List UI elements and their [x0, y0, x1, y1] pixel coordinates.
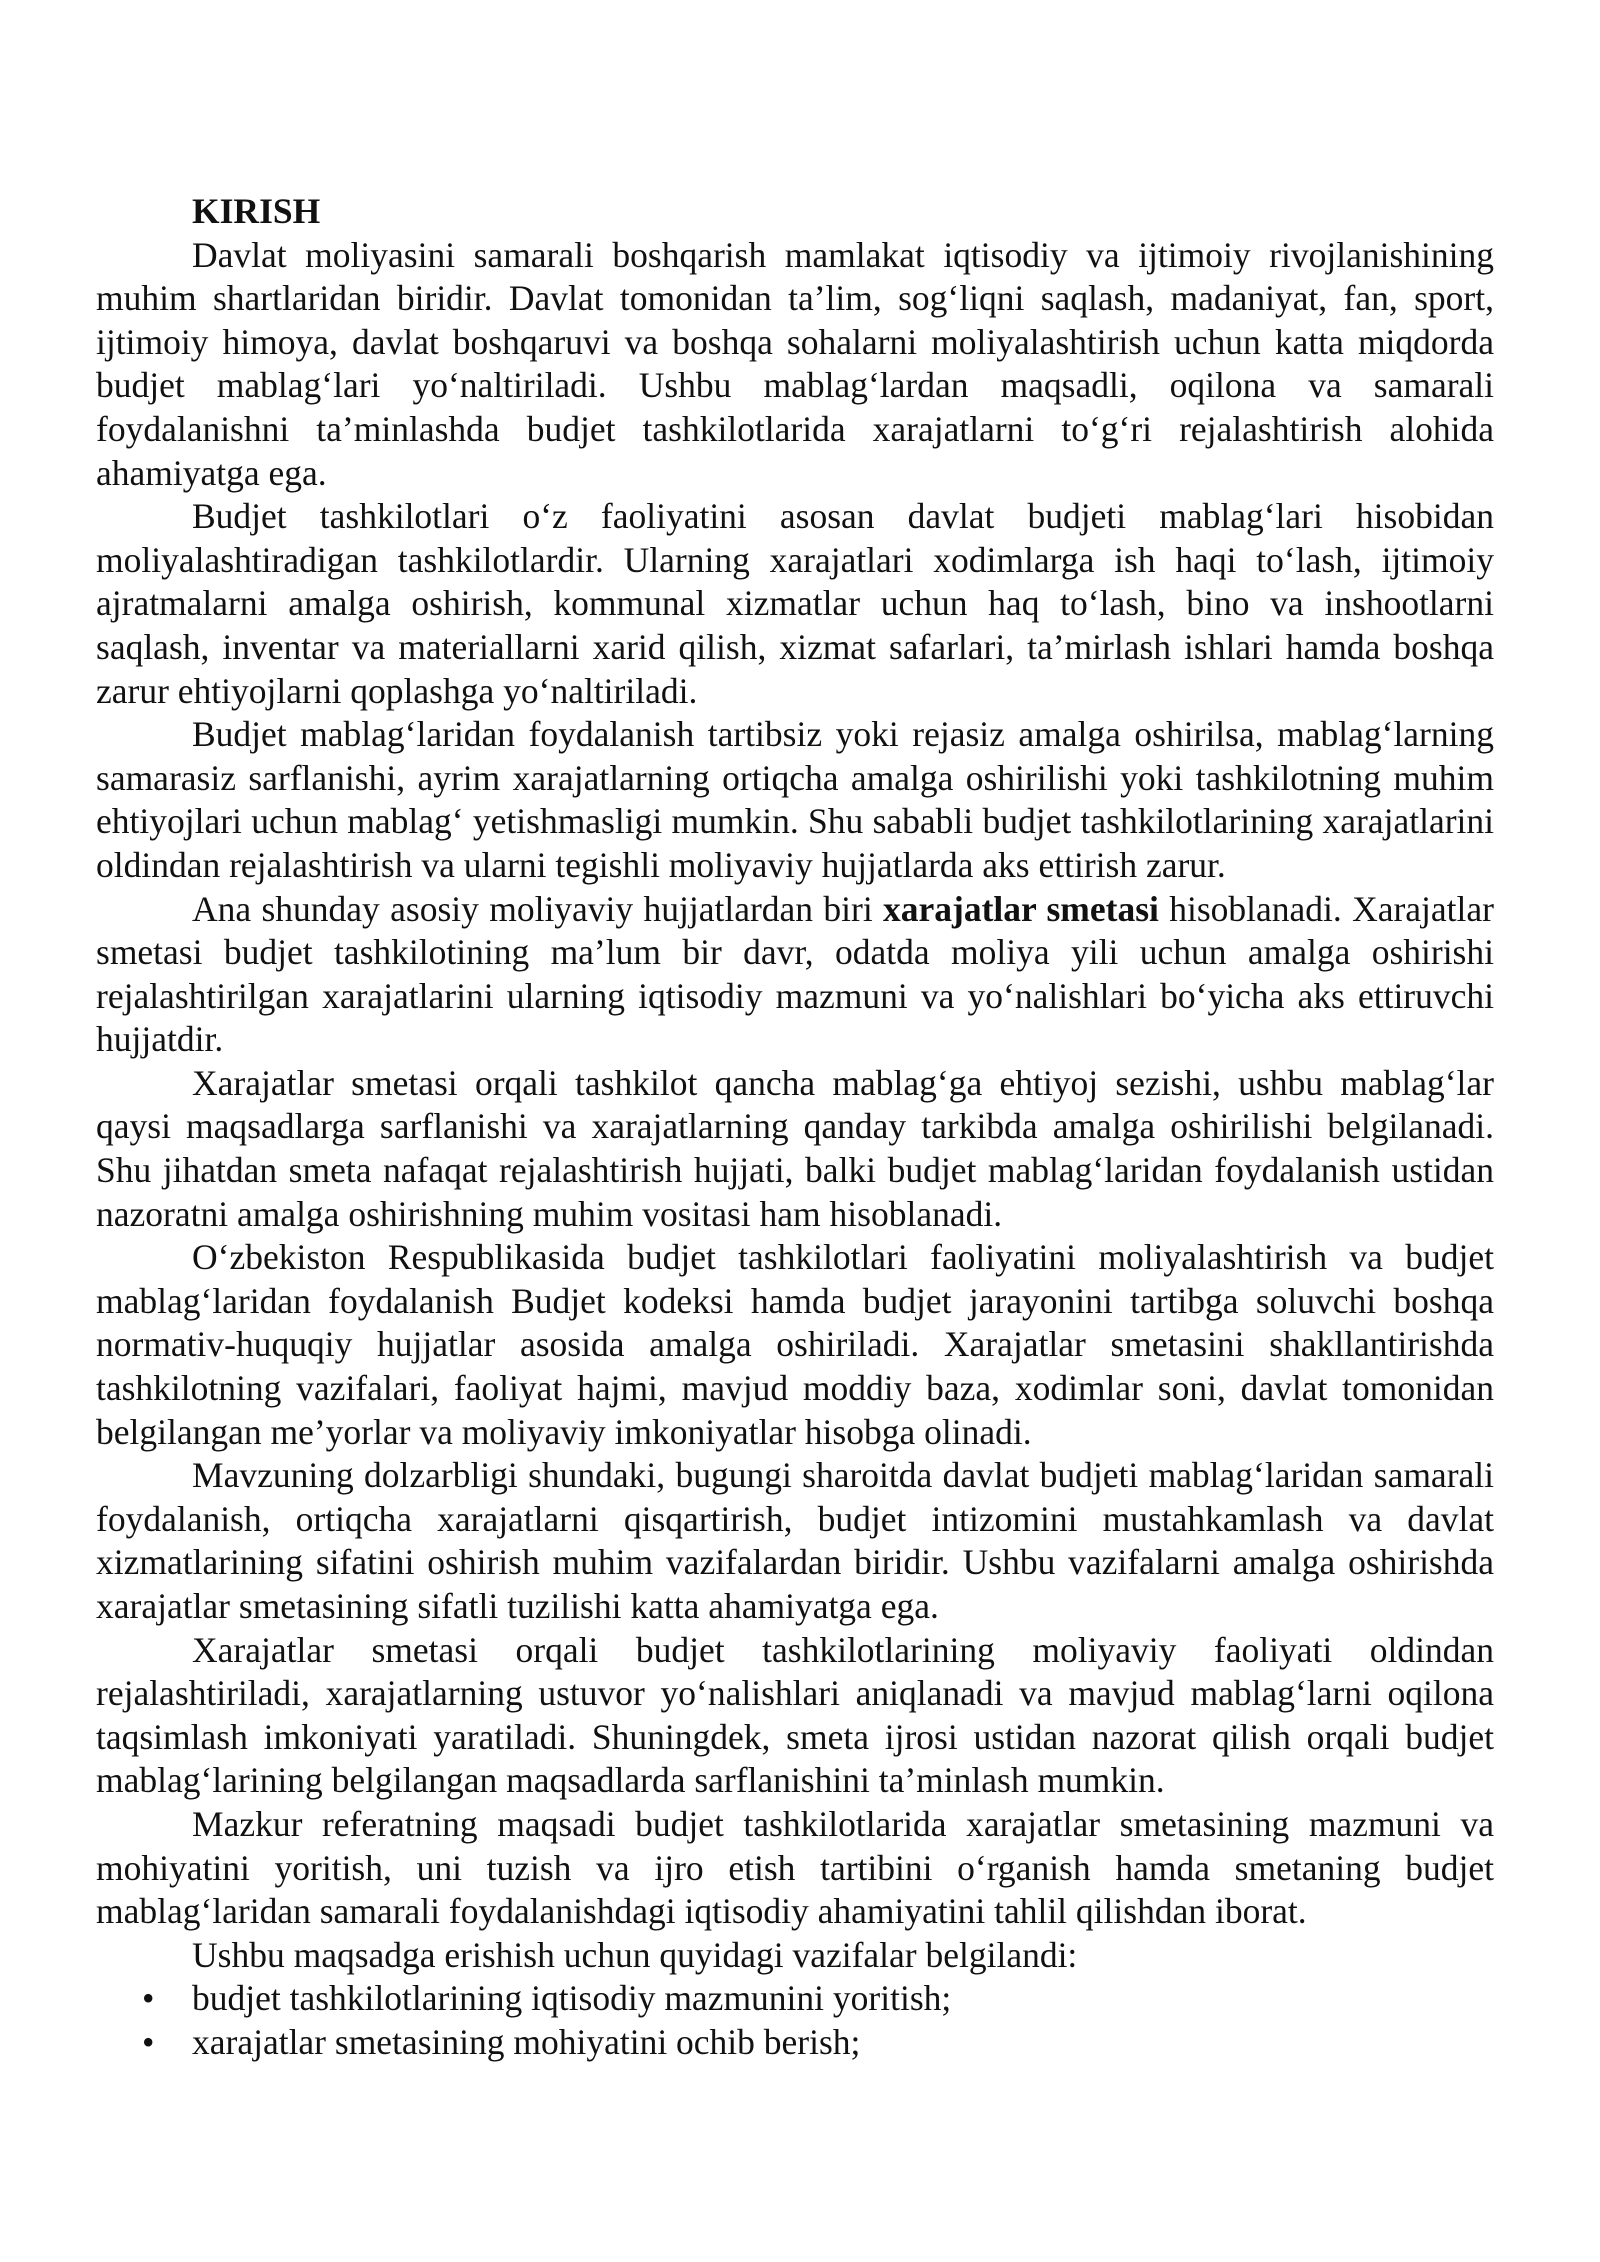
paragraph-text: hisoblanadi. Xarajatlar smetasi budjet tashkilotining ma’lum bir davr, odatda moliya yili uchun amalga oshirishi rejalashtirilgan xarajatlarini ularning iqtisodiy mazmuni va yo‘nalishlari bo‘yicha aks ettiruvchi hujjatdir. — [96, 888, 1494, 1060]
list-item — [96, 1977, 1494, 2021]
paragraph-planning: Xarajatlar smetasi orqali budjet tashkilotlarining moliyaviy faoliyati oldindan rejalashtiriladi, xarajatlarning ustuvor yo‘nalishlari aniqlanadi va mavjud mablag‘larni oqilona taqsimlash imkoniyati yaratiladi. Shuningdek, smeta ijrosi ustidan nazorat qilish orqali budjet mablag‘larining belgilangan maqsadlarda sarflanishini ta’minlash mumkin. — [96, 1629, 1494, 1801]
paragraph-estimate-definition — [96, 888, 1494, 1062]
paragraph-legal-basis: O‘zbekiston Respublikasida budjet tashkilotlari faoliyatini moliyalashtirish va budjet mablag‘laridan foydalanish Budjet kodeksi hamda budjet jarayonini tartibga soluvchi boshqa normativ-huquqiy hujjatlar asosida amalga oshiriladi. Xarajatlar smetasini shakllantirishda tashkilotning vazifalari, faoliyat hajmi, mavjud moddiy baza, xodimlar soni, davlat tomonidan belgilangan me’yorlar va moliyaviy imkoniyatlar hisobga olinadi. — [96, 1237, 1494, 1452]
paragraph-budget-organizations: Budjet tashkilotlari o‘z faoliyatini asosan davlat budjeti mablag‘lari hisobidan moliyalashtiradigan tashkilotlardir. Ularning xarajatlari xodimlarga ish haqi to‘lash, ijtimoiy ajratmalarni amalga oshirish, kommunal xizmatlar uchun haq to‘lash, bino va inshootlarni saqlash, inventar va materiallarni xarid qilish, xizmat safarlari, ta’mirlash ishlari hamda boshqa zarur ehtiyojlarni qoplashga yo‘naltiriladi. — [96, 496, 1494, 711]
paragraph-tasks-intro: Ushbu maqsadga erishish uchun quyidagi vazifalar belgilandi: — [192, 1934, 1078, 1975]
paragraph-goal: Mazkur referatning maqsadi budjet tashkilotlarida xarajatlar smetasining mazmuni va mohiyatini yoritish, uni tuzish va ijro etish tartibini o‘rganish hamda smetaning budjet mablag‘laridan samarali foydalanishdagi iqtisodiy ahamiyatini tahlil qilishdan iborat. — [96, 1803, 1494, 1932]
key-term: xarajatlar smetasi — [883, 888, 1159, 929]
list-item-text: xarajatlar smetasining mohiyatini ochib berish; — [192, 2021, 861, 2062]
section-heading: KIRISH — [192, 191, 321, 231]
tasks-list — [96, 1977, 1494, 2064]
paragraph-text: Ana shunday asosiy moliyaviy hujjatlardan biri — [192, 888, 884, 929]
paragraph-unplanned-spending: Budjet mablag‘laridan foydalanish tartibsiz yoki rejasiz amalga oshirilsa, mablag‘larning samarasiz sarflanishi, ayrim xarajatlarning ortiqcha amalga oshirilishi yoki tashkilotning muhim ehtiyojlari uchun mablag‘ yetishmasligi mumkin. Shu sababli budjet tashkilotlarining xarajatlarini oldindan rejalashtirish va ularni tegishli moliyaviy hujjatlarda aks ettirish zarur. — [96, 714, 1494, 885]
document-page — [96, 190, 1494, 2065]
list-item-text: budjet tashkilotlarining iqtisodiy mazmunini yoritish; — [192, 1978, 952, 2019]
paragraph-estimate-purpose: Xarajatlar smetasi orqali tashkilot qancha mablag‘ga ehtiyoj sezishi, ushbu mablag‘lar qaysi maqsadlarga sarflanishi va xarajatlarning qanday tarkibda amalga oshirilishi belgilanadi. Shu jihatdan smeta nafaqat rejalashtirish hujjati, balki budjet mablag‘laridan foydalanish ustidan nazoratni amalga oshirishning muhim vositasi ham hisoblanadi. — [96, 1062, 1494, 1234]
paragraph-intro: Davlat moliyasini samarali boshqarish mamlakat iqtisodiy va ijtimoiy rivojlanishining muhim shartlaridan biridir. Davlat tomonidan ta’lim, sog‘liqni saqlash, madaniyat, fan, sport, ijtimoiy himoya, davlat boshqaruvi va boshqa sohalarni moliyalashtirish uchun katta miqdorda budjet mablag‘lari yo‘naltiriladi. Ushbu mablag‘lardan maqsadli, oqilona va samarali foydalanishni ta’minlashda budjet tashkilotlarida xarajatlarni to‘g‘ri rejalashtirish alohida ahamiyatga ega. — [96, 234, 1494, 493]
paragraph-relevance: Mavzuning dolzarbligi shundaki, bugungi sharoitda davlat budjeti mablag‘laridan samarali foydalanish, ortiqcha xarajatlarni qisqartirish, budjet intizomini mustahkamlash va davlat xizmatlarining sifatini oshirish muhim vazifalardan biridir. Ushbu vazifalarni amalga oshirishda xarajatlar smetasining sifatli tuzilishi katta ahamiyatga ega. — [96, 1455, 1494, 1626]
list-item — [96, 2021, 1494, 2065]
bullet-icon: • — [142, 2021, 155, 2062]
bullet-icon: • — [142, 1978, 155, 2019]
